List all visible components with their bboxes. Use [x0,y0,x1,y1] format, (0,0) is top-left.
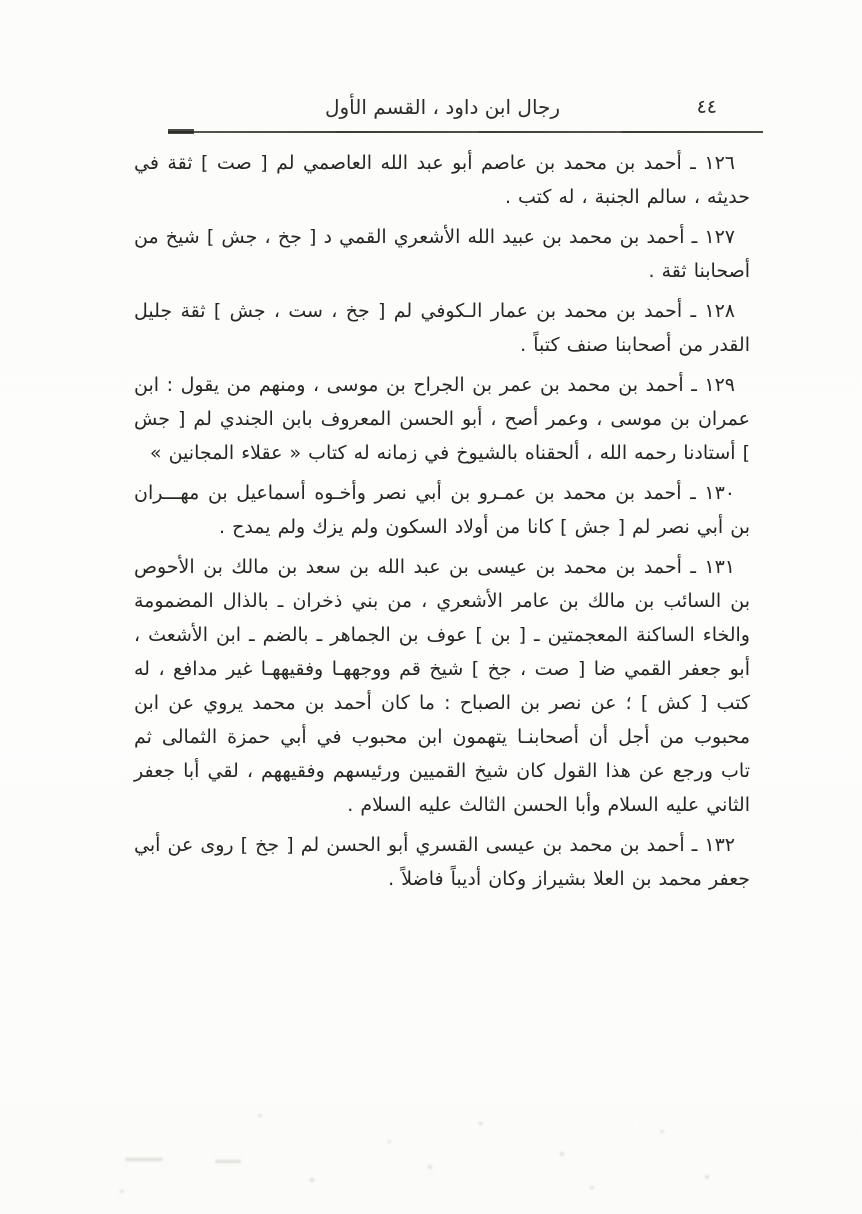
entry-dash: ـ [691,834,698,856]
entry-number: ١٢٨ [704,300,735,322]
entry-number: ١٢٩ [704,374,736,396]
entry-131 [134,550,750,822]
entry-number: ١٣١ [704,556,735,578]
scan-speck [388,1140,391,1143]
entry-text: أحمد بن محمد بن عمـرو بن أبي نصر وأخـوه أسماعيل بن مهـــران بن أبي نصر لم [ جش ] كانا من أولاد السكون ولم يزك ولم يمدح . [134,482,750,538]
entry-dash: ـ [691,226,698,248]
scan-speck [120,1190,124,1193]
scan-speck [590,1186,594,1189]
entry-number: ١٣٢ [704,834,735,856]
running-title: رجال ابن داود ، القسم الأول [324,95,561,119]
header-rule [168,131,763,133]
entry-number: ١٢٦ [704,152,735,174]
entry-127 [134,220,750,288]
entry-130 [134,476,750,544]
entry-dash: ـ [690,300,697,322]
entry-text: أحمد بن محمد بن عيسى القسري أبو الحسن لم [ جخ ] روى عن أبي جعفر محمد بن العلا بشيراز وكان أديباً فاضلاً . [134,834,750,890]
text-block [134,146,750,902]
entry-number: ١٣٠ [704,482,735,504]
scan-speck [428,1165,432,1169]
scan-speck [310,1178,314,1182]
entry-dash: ـ [690,556,696,578]
page-number: ٤٤ [696,96,717,118]
scan-speck [478,1122,483,1125]
entry-number: ١٢٧ [704,226,735,248]
scan-speck [560,1152,564,1156]
entry-128 [134,294,750,362]
entry-text: أحمد بن محمد بن عمار الـكوفي لم [ جخ ، ست ، جش ] ثقة جليل القدر من أصحابنا صنف كتباً . [134,300,750,356]
scan-speck [125,1158,163,1161]
entry-text: أحمد بن محمد بن عبيد الله الأشعري القمي د [ جخ ، جش ] شيخ من أصحابنا ثقة . [134,226,750,282]
entry-text: أحمد بن محمد بن عاصم أبو عبد الله العاصمي لم [ صت ] ثقة في حديثه ، سالم الجنبة ، له كتب . [134,152,750,208]
scan-speck [705,1175,709,1179]
scan-speck [660,1130,664,1133]
scan-speck [258,1114,262,1117]
page-header [135,88,750,126]
entry-dash: ـ [690,152,696,174]
entry-126 [134,146,750,214]
entry-text: أحمد بن محمد بن عيسى بن عبد الله بن سعد بن مالك بن الأحوص بن السائب بن مالك بن عامر الأشعري ، من بني ذخران ـ بالذال المضمومة والخاء الساكنة المعجمتين ـ [ بن ] عوف بن الجماهر ـ بالضم ـ ابن الأشعث ، أبو جعفر القمي ضا [ صت ، جخ ] شيخ قم ووجههـا وفقيههـا غير مدافع ، له كتب [ كش ] ؛ عن نصر بن الصباح : ما كان أحمد بن محمد يروي عن ابن محبوب من أجل أن أصحابنـا يتهمون ابن محبوب في أبي حمزة الثمالى ثم تاب ورجع عن هذا القول كان شيخ القميين ورئيسهم وفقيههم ، لقي أبا جعفر الثاني عليه السلام وأبا الحسن الثالث عليه السلام . [134,556,750,816]
entry-129 [134,368,750,470]
entry-text: أحمد بن محمد بن عمر بن الجراح بن موسى ، ومنهم من يقول : ابن عمران بن موسى ، وعمر أصح ، أبو الحسن المعروف بابن الجندي لم [ جش ] أستادنا رحمه الله ، ألحقناه بالشيوخ في زمانه له كتاب « عقلاء المجانين » [134,374,750,464]
entry-dash: ـ [691,374,697,396]
entry-dash: ـ [690,482,696,504]
entry-132 [134,828,750,896]
scan-speck [215,1160,241,1163]
